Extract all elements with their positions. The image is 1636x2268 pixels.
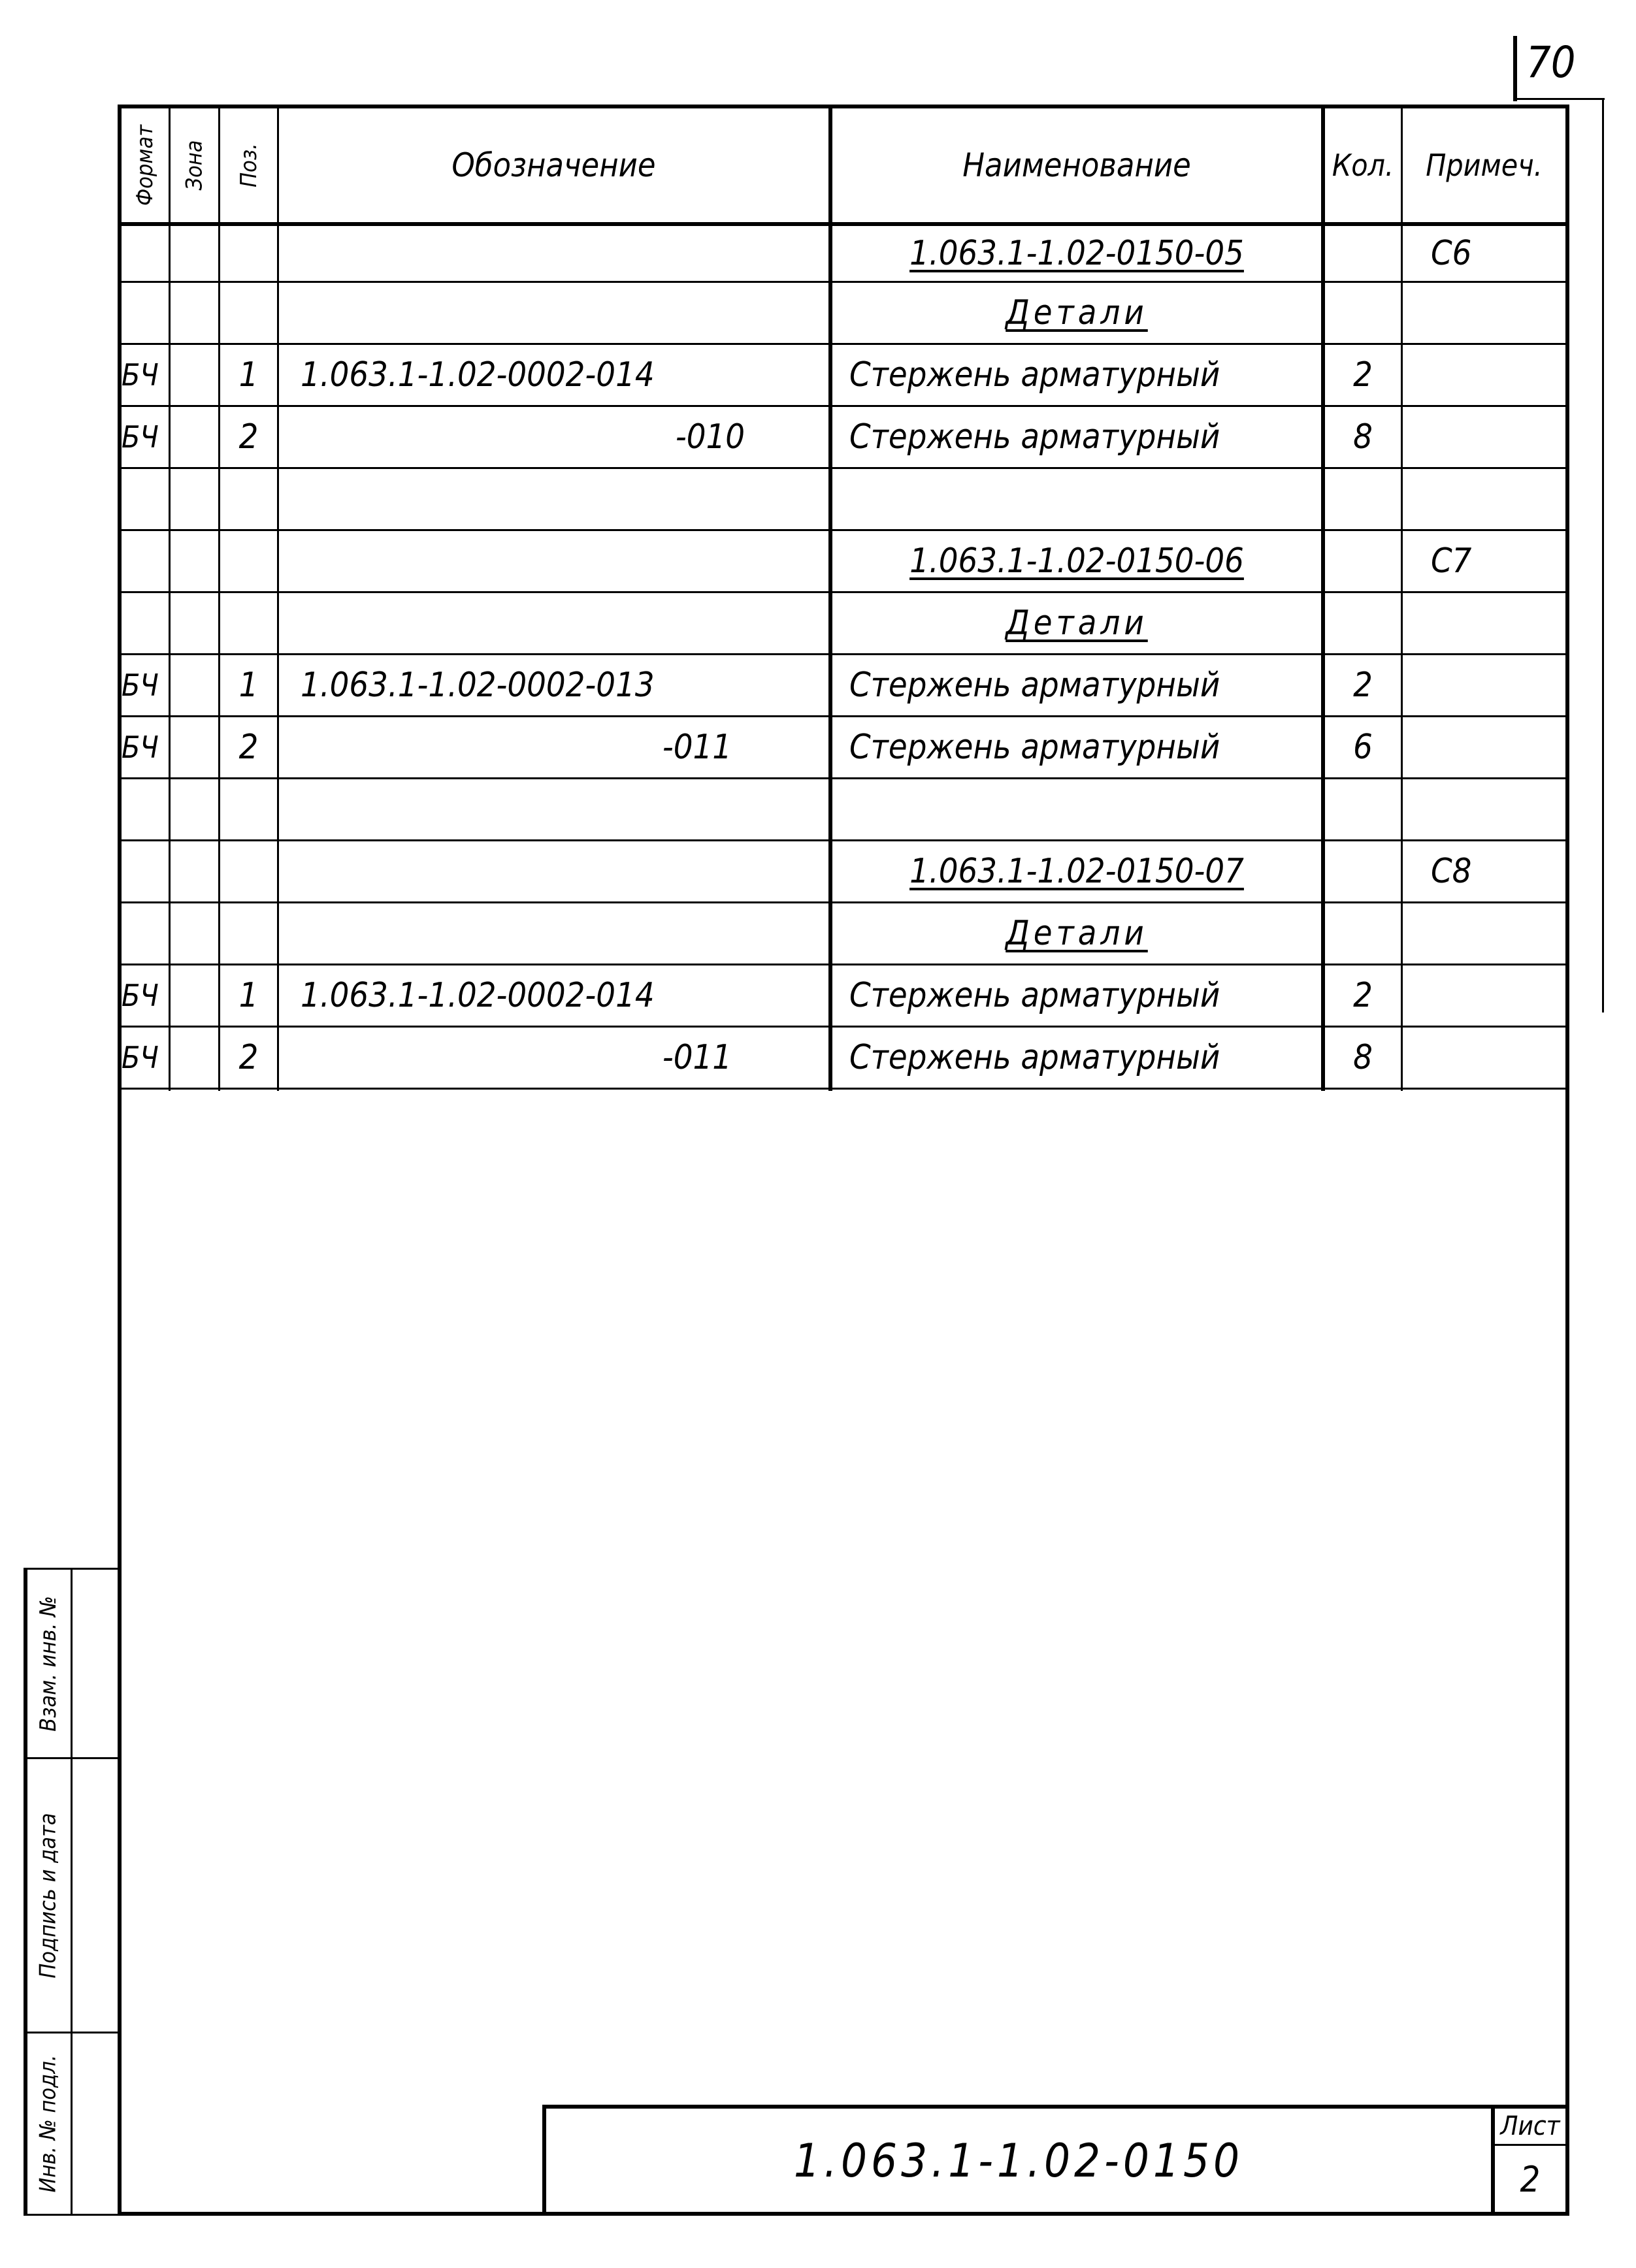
side-stamp-replace-inv: Взам. инв. №: [35, 1595, 61, 1732]
page-number-divider: [1513, 36, 1517, 101]
table-row-6-name: Детали: [1006, 604, 1148, 643]
table-row-2-name: Стержень арматурный: [849, 355, 1220, 395]
title-block-sheet-line: [1491, 2144, 1569, 2146]
frame-right: [1565, 105, 1569, 2216]
table-row-11-name: Детали: [1006, 914, 1148, 953]
col-sep-format: [169, 105, 171, 1091]
table-row-7-qty: 2: [1353, 666, 1373, 705]
sheet-edge-line: [1602, 98, 1604, 1012]
table-row-12-format: БЧ: [122, 978, 159, 1013]
page-number-underline: [1513, 98, 1605, 100]
table-row-12-designation: 1.063.1-1.02-0002-014: [301, 976, 655, 1015]
table-row-3-format: БЧ: [122, 419, 159, 455]
table-row-0-note: С6: [1431, 234, 1472, 273]
col-sep-pos: [277, 105, 279, 1091]
table-row-12-pos: 1: [238, 976, 259, 1015]
table-row-5-note: С7: [1431, 542, 1472, 581]
header-qty: Кол.: [1332, 148, 1394, 183]
row-sep-14: [118, 1088, 1569, 1090]
side-stamp-sign-date: Подпись и дата: [35, 1812, 61, 1979]
col-sep-name: [1321, 105, 1325, 1091]
table-row-13-name: Стержень арматурный: [849, 1038, 1220, 1077]
row-sep-9: [118, 777, 1569, 779]
side-stamp-divider: [71, 1568, 73, 2216]
table-row-7-designation: 1.063.1-1.02-0002-013: [301, 666, 655, 705]
row-sep-4: [118, 467, 1569, 469]
sheet-number: 2: [1520, 2158, 1541, 2200]
header-note: Примеч.: [1426, 148, 1543, 183]
table-row-13-designation: -011: [662, 1038, 732, 1077]
table-row-13-qty: 8: [1353, 1038, 1373, 1077]
table-row-12-name: Стержень арматурный: [849, 976, 1220, 1015]
col-sep-zone: [218, 105, 220, 1091]
header-format: Формат: [132, 124, 159, 206]
table-row-8-qty: 6: [1353, 728, 1373, 767]
table-row-3-name: Стержень арматурный: [849, 417, 1220, 457]
table-row-7-name: Стержень арматурный: [849, 666, 1220, 705]
table-row-7-pos: 1: [238, 666, 259, 705]
table-row-2-qty: 2: [1353, 355, 1373, 395]
table-row-7-format: БЧ: [122, 668, 159, 703]
table-row-5-name: 1.063.1-1.02-0150-06: [909, 542, 1244, 581]
table-row-10-name: 1.063.1-1.02-0150-07: [909, 852, 1244, 891]
table-row-2-pos: 1: [238, 355, 259, 395]
table-row-12-qty: 2: [1353, 976, 1373, 1015]
table-row-13-format: БЧ: [122, 1040, 159, 1075]
table-row-8-pos: 2: [238, 728, 259, 767]
frame-bottom: [118, 2212, 1569, 2216]
table-row-3-pos: 2: [238, 417, 259, 457]
side-stamp-inv-no: Инв. № подл.: [35, 2054, 61, 2193]
col-sep-qty: [1401, 105, 1403, 1091]
page-number: 70: [1526, 37, 1576, 88]
header-pos: Поз.: [235, 143, 262, 187]
table-row-3-designation: -010: [675, 417, 745, 457]
table-row-8-format: БЧ: [122, 730, 159, 765]
table-row-10-note: С8: [1431, 852, 1472, 891]
table-row-2-format: БЧ: [122, 357, 159, 393]
header-zone: Зона: [181, 140, 208, 191]
table-row-3-qty: 8: [1353, 417, 1373, 457]
title-block-top: [542, 2105, 1569, 2109]
sheet-label: Лист: [1500, 2111, 1560, 2141]
side-stamp-bottom: [24, 2214, 120, 2216]
header-name: Наименование: [962, 146, 1191, 184]
table-row-8-designation: -011: [662, 728, 732, 767]
table-row-13-pos: 2: [238, 1038, 259, 1077]
table-row-0-name: 1.063.1-1.02-0150-05: [909, 234, 1244, 273]
document-code: 1.063.1-1.02-0150: [793, 2134, 1244, 2188]
header-designation: Обозначение: [451, 146, 656, 184]
table-row-8-name: Стержень арматурный: [849, 728, 1220, 767]
table-row-1-name: Детали: [1006, 293, 1148, 332]
table-row-2-designation: 1.063.1-1.02-0002-014: [301, 355, 655, 395]
